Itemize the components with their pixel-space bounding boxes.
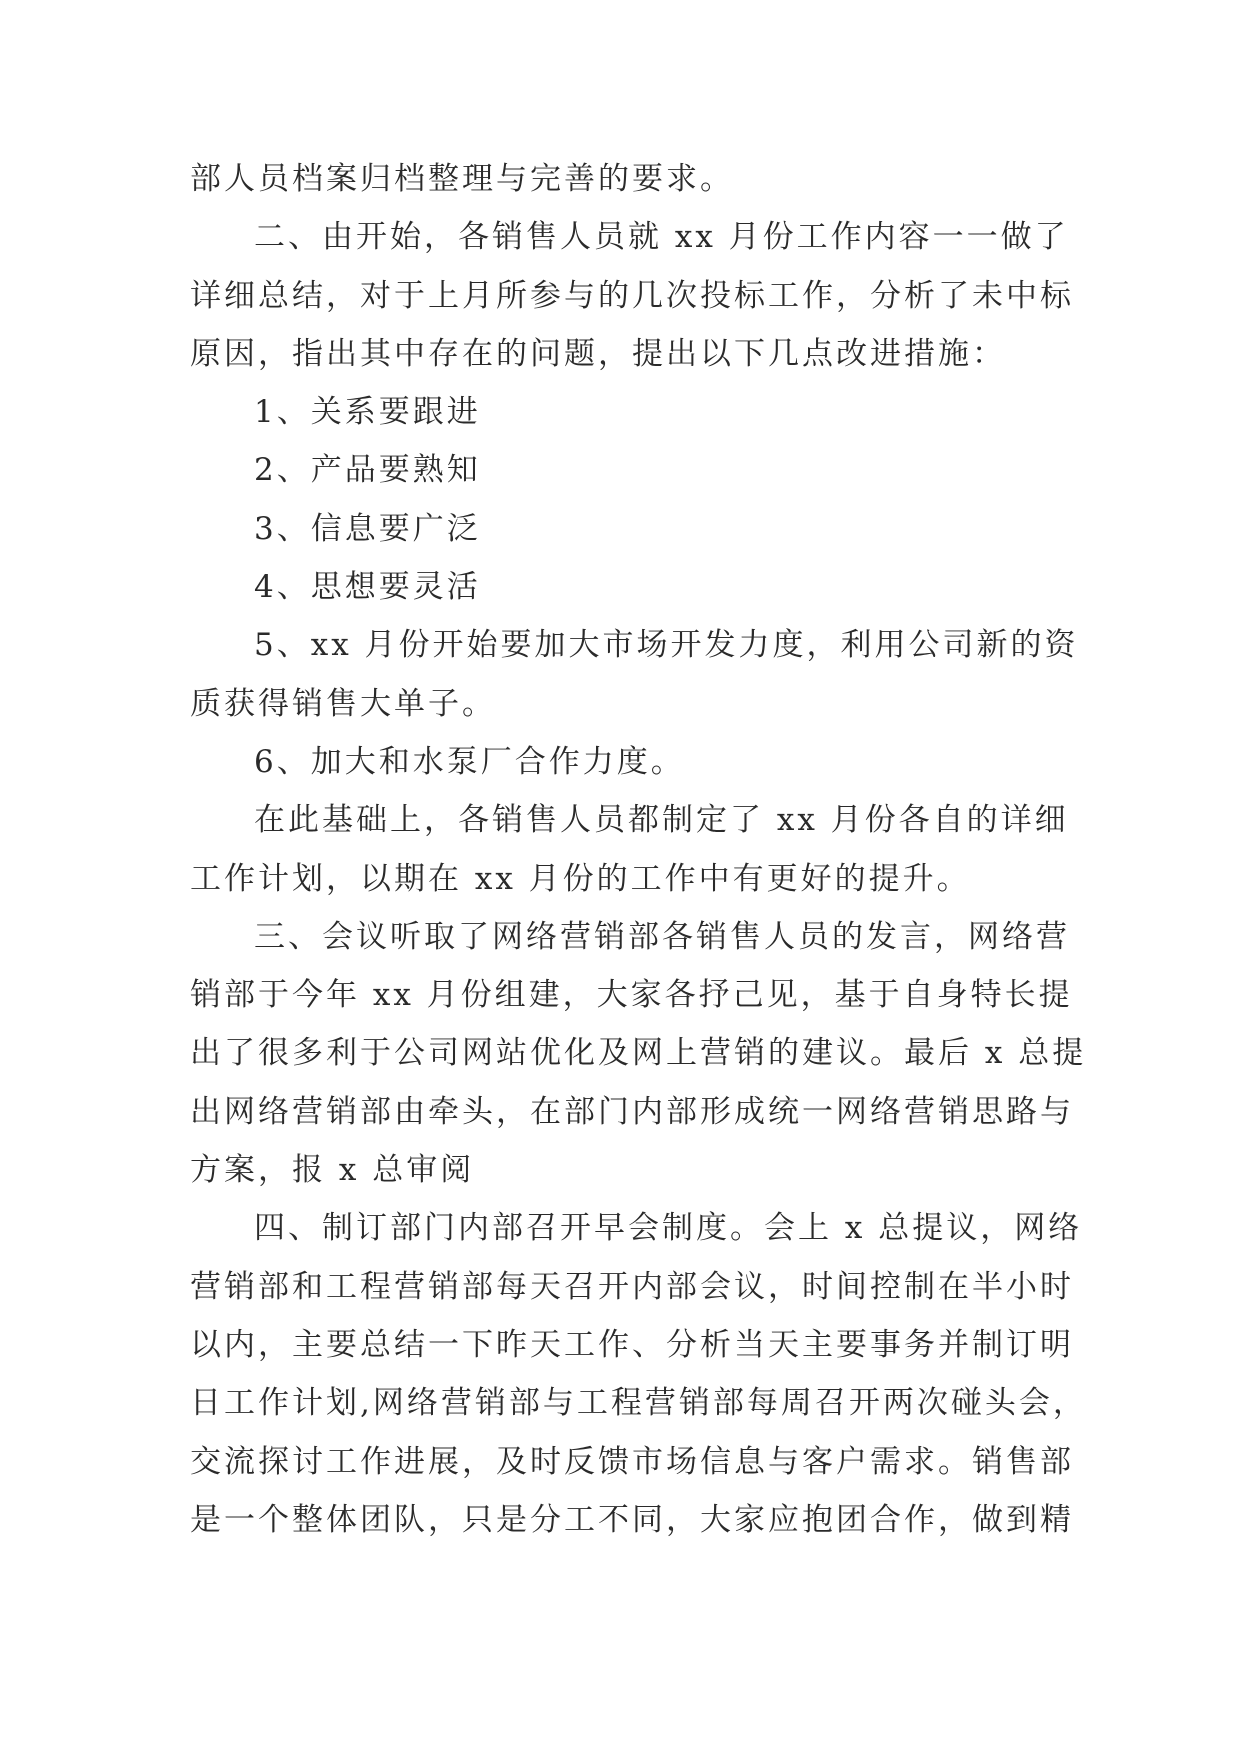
text-line: 出网络营销部由牵头，在部门内部形成统一网络营销思路与 bbox=[190, 1093, 1074, 1130]
text-line: 营销部和工程营销部每天召开内部会议，时间控制在半小时 bbox=[190, 1268, 1074, 1305]
text-line: 交流探讨工作进展，及时反馈市场信息与客户需求。销售部 bbox=[190, 1443, 1074, 1480]
text-line: 销部于今年 xx 月份组建，大家各抒己见，基于自身特长提 bbox=[190, 977, 1073, 1014]
text-line: 以内，主要总结一下昨天工作、分析当天主要事务并制订明 bbox=[190, 1326, 1074, 1363]
list-item-5: 5、xx 月份开始要加大市场开发力度，利用公司新的资 bbox=[254, 627, 1079, 664]
text-line: 质获得销售大单子。 bbox=[190, 685, 496, 722]
list-item-3: 3、信息要广泛 bbox=[254, 510, 481, 547]
text-line: 方案，报 x 总审阅 bbox=[190, 1152, 475, 1189]
paragraph-3-start: 三、会议听取了网络营销部各销售人员的发言，网络营 bbox=[254, 918, 1070, 955]
text-line: 详细总结，对于上月所参与的几次投标工作，分析了未中标 bbox=[190, 277, 1074, 314]
paragraph-2-start: 二、由开始，各销售人员就 xx 月份工作内容一一做了 bbox=[254, 219, 1069, 256]
list-item-1: 1、关系要跟进 bbox=[254, 394, 481, 431]
text-line: 工作计划，以期在 xx 月份的工作中有更好的提升。 bbox=[190, 860, 971, 897]
text-line: 是一个整体团队，只是分工不同，大家应抱团合作，做到精 bbox=[190, 1501, 1074, 1538]
text-line: 原因，指出其中存在的问题，提出以下几点改进措施： bbox=[190, 335, 1006, 372]
text-line: 出了很多利于公司网站优化及网上营销的建议。最后 x 总提 bbox=[190, 1035, 1087, 1072]
list-item-2: 2、产品要熟知 bbox=[254, 452, 481, 489]
paragraph-plan-start: 在此基础上，各销售人员都制定了 xx 月份各自的详细 bbox=[254, 802, 1069, 839]
text-line: 日工作计划,网络营销部与工程营销部每周召开两次碰头会， bbox=[190, 1385, 1087, 1422]
text-line: 部人员档案归档整理与完善的要求。 bbox=[190, 161, 734, 197]
list-item-6: 6、加大和水泵厂合作力度。 bbox=[254, 743, 685, 780]
paragraph-4-start: 四、制订部门内部召开早会制度。会上 x 总提议，网络 bbox=[254, 1210, 1083, 1247]
document-body bbox=[190, 150, 1087, 1549]
list-item-4: 4、思想要灵活 bbox=[254, 569, 481, 606]
